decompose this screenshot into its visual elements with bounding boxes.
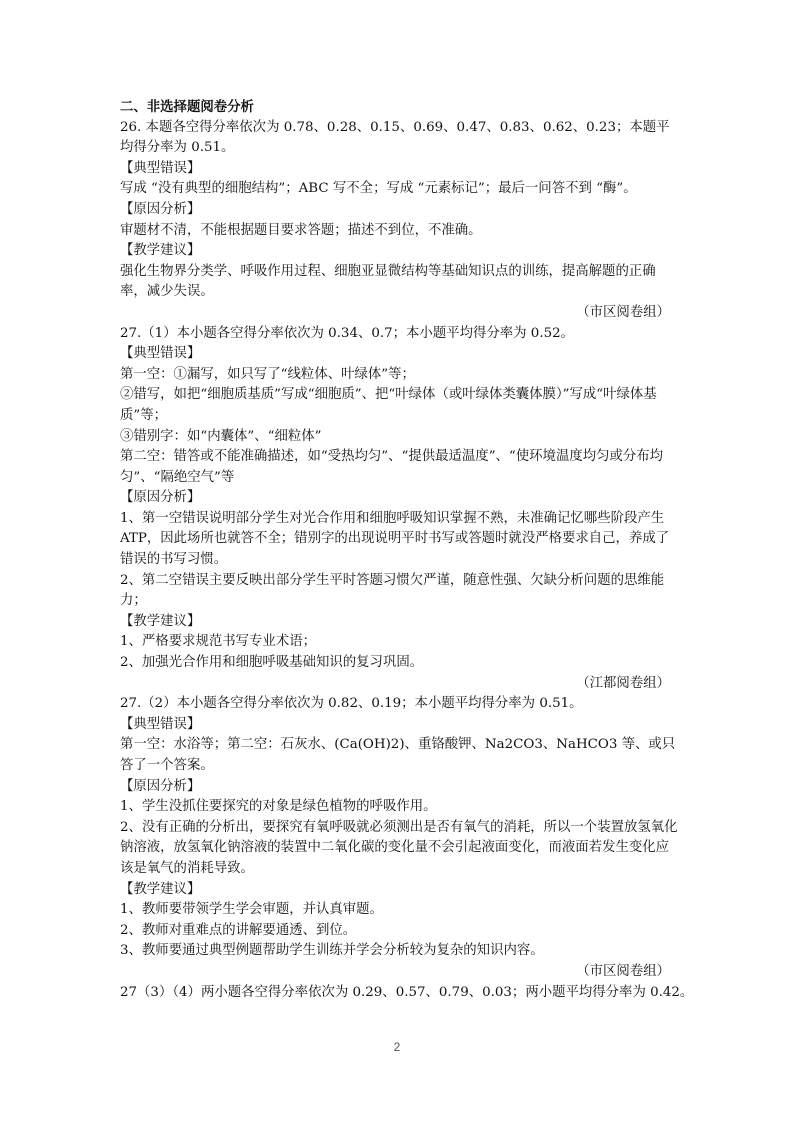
q27-1-error-line: ②错写，如把“细胞质基质”写成“细胞质”、把“叶绿体（或叶绿体类囊体膜）”写成“叶绿体基质”等； [120, 387, 657, 423]
q26-errors: 写成 “没有典型的细胞结构”；ABC 写不全；写成 “元素标记”；最后一问答不到 “酶”。 [120, 181, 637, 197]
q27-1-intro: 27.（1）本小题各空得分率依次为 0.34、0.7；本小题平均得分率为 0.52。 [120, 325, 575, 341]
q27-1-reason-line: 2、第二空错误主要反映出部分学生平时答题习惯欠严谨，随意性强、欠缺分析问题的思维能力； [120, 572, 665, 609]
q27-2-errors-heading: 【典型错误】 [120, 716, 201, 732]
q27-1-advice-line: 2、加强光合作用和细胞呼吸基础知识的复习巩固。 [120, 655, 424, 671]
q27-1-group: （江都阅卷组） [576, 675, 670, 691]
q27-34-intro: 27（3）（4）两小题各空得分率依次为 0.29、0.57、0.79、0.03；两小题平均得分率为 0.42。 [120, 984, 694, 1000]
q26-errors-heading: 【典型错误】 [120, 160, 201, 176]
q27-2-reasons-heading: 【原因分析】 [120, 778, 201, 794]
q26-advice: 强化生物界分类学、呼吸作用过程、细胞亚显微结构等基础知识点的训练，提高解题的正确率，减少失误。 [120, 263, 656, 300]
q27-2-reason-line: 2、没有正确的分析出，要探究有氧呼吸就必须测出是否有氧气的消耗，所以一个装置放氢氧化钠溶液，放氢氧化钠溶液的装置中二氧化碳的变化量不会引起液面变化，而液面若发生变化应该是氧气的消耗导致。 [120, 819, 678, 876]
q27-1-errors-heading: 【典型错误】 [120, 346, 201, 362]
q27-1-advice-heading: 【教学建议】 [120, 613, 201, 629]
q27-1-advice-line: 1、严格要求规范书写专业术语； [120, 634, 316, 650]
q26-group: （市区阅卷组） [576, 304, 670, 320]
q26-reasons: 审题材不清，不能根据题目要求答题；描述不到位，不准确。 [120, 222, 482, 238]
q27-1-reason-line: 1、第一空错误说明部分学生对光合作用和细胞呼吸知识掌握不熟，未准确记忆哪些阶段产生 ATP，因此场所也就答不全；错别字的出现说明平时书写或答题时就没严格要求自己，养成了错误的书写习惯。 [120, 510, 670, 568]
q27-2-advice-line: 3、教师要通过典型例题帮助学生训练并学会分析较为复杂的知识内容。 [120, 943, 544, 959]
q27-1-error-line: ③错别字：如“内囊体”、“细粒体” [120, 428, 322, 444]
q26-advice-heading: 【教学建议】 [120, 243, 201, 259]
q27-1-error-line: 第一空：①漏写，如只写了“线粒体、叶绿体”等； [120, 366, 415, 382]
q27-2-group: （市区阅卷组） [576, 963, 670, 979]
q26-intro: 26. 本题各空得分率依次为 0.78、0.28、0.15、0.69、0.47、0.83、0.62、0.23；本题平均得分率为 0.51。 [120, 119, 670, 156]
page-number: 2 [393, 1040, 401, 1054]
q27-2-intro: 27.（2）本小题各空得分率依次为 0.82、0.19；本小题平均得分率为 0.51。 [120, 696, 583, 712]
q27-2-reason-line: 1、学生没抓住要探究的对象是绿色植物的呼吸作用。 [120, 799, 437, 815]
q27-1-error-line: 第二空：错答或不能准确描述，如“受热均匀”、“提供最适温度”、“使环境温度均匀或分布均匀”、“隔绝空气”等 [120, 449, 664, 485]
document-body [120, 97, 694, 1003]
q27-2-advice-heading: 【教学建议】 [120, 881, 201, 897]
q26-reasons-heading: 【原因分析】 [120, 201, 201, 217]
section-title: 二、非选择题阅卷分析 [120, 99, 254, 115]
q27-2-errors: 第一空：水浴等；第二空：石灰水、(Ca(OH)2)、重铬酸钾、Na2CO3、NaHCO3 等、或只答了一个答案。 [120, 737, 676, 773]
q27-2-advice-line: 2、教师对重难点的讲解要通透、到位。 [120, 922, 357, 938]
q27-2-advice-line: 1、教师要带领学生学会审题，并认真审题。 [120, 902, 383, 918]
q27-1-reasons-heading: 【原因分析】 [120, 490, 201, 506]
